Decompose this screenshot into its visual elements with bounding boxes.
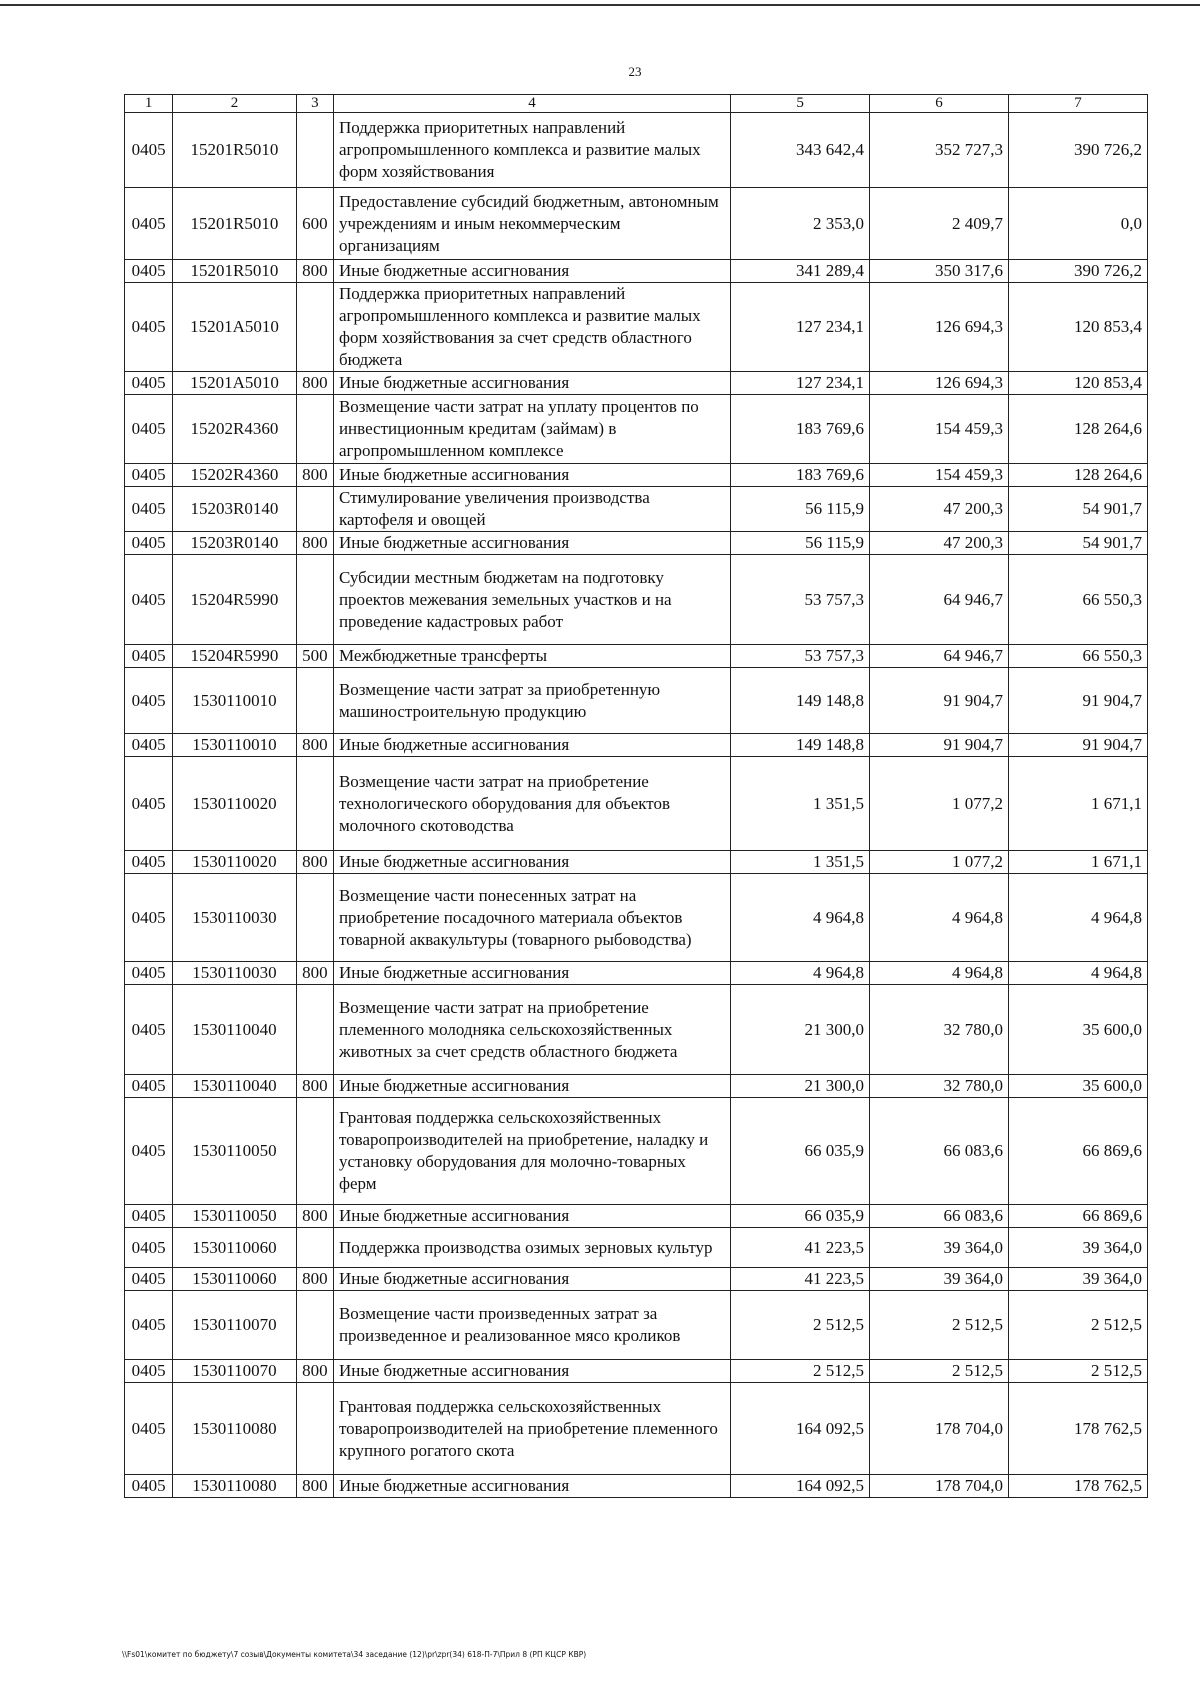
amount-year3-cell: 66 550,3 xyxy=(1008,555,1147,645)
item-name-cell: Иные бюджетные ассигнования xyxy=(333,734,730,757)
section-code-cell: 0405 xyxy=(125,1228,173,1268)
item-name-cell: Иные бюджетные ассигнования xyxy=(333,464,730,487)
column-header: 3 xyxy=(296,95,333,113)
amount-year1-cell: 183 769,6 xyxy=(731,464,870,487)
target-article-cell: 1530110020 xyxy=(173,851,297,874)
expense-type-cell: 800 xyxy=(296,962,333,985)
table-row xyxy=(125,113,1148,188)
section-code-cell: 0405 xyxy=(125,757,173,851)
target-article-cell: 1530110070 xyxy=(173,1291,297,1360)
table-row xyxy=(125,1098,1148,1205)
amount-year3-cell: 91 904,7 xyxy=(1008,734,1147,757)
table-row xyxy=(125,1360,1148,1383)
table-row xyxy=(125,1075,1148,1098)
column-number-row xyxy=(125,95,1148,113)
target-article-cell: 1530110010 xyxy=(173,734,297,757)
target-article-cell: 15201R5010 xyxy=(173,188,297,260)
amount-year3-cell: 128 264,6 xyxy=(1008,395,1147,464)
table-row xyxy=(125,1228,1148,1268)
amount-year2-cell: 350 317,6 xyxy=(870,260,1009,283)
item-name-cell: Субсидии местным бюджетам на подготовку проектов межевания земельных участков и на проведение кадастровых работ xyxy=(333,555,730,645)
amount-year3-cell: 66 869,6 xyxy=(1008,1205,1147,1228)
item-name-cell: Иные бюджетные ассигнования xyxy=(333,1360,730,1383)
table-row xyxy=(125,487,1148,532)
item-name-cell: Стимулирование увеличения производства картофеля и овощей xyxy=(333,487,730,532)
amount-year2-cell: 91 904,7 xyxy=(870,668,1009,734)
section-code-cell: 0405 xyxy=(125,113,173,188)
amount-year1-cell: 4 964,8 xyxy=(731,874,870,962)
table-row xyxy=(125,874,1148,962)
item-name-cell: Иные бюджетные ассигнования xyxy=(333,1475,730,1498)
amount-year3-cell: 35 600,0 xyxy=(1008,985,1147,1075)
target-article-cell: 15201A5010 xyxy=(173,283,297,372)
amount-year2-cell: 178 704,0 xyxy=(870,1383,1009,1475)
target-article-cell: 15201R5010 xyxy=(173,113,297,188)
amount-year2-cell: 4 964,8 xyxy=(870,962,1009,985)
table-row xyxy=(125,734,1148,757)
section-code-cell: 0405 xyxy=(125,874,173,962)
item-name-cell: Поддержка приоритетных направлений агропромышленного комплекса и развитие малых форм хозяйствования за счет средств областного бюджета xyxy=(333,283,730,372)
amount-year3-cell: 39 364,0 xyxy=(1008,1228,1147,1268)
amount-year1-cell: 164 092,5 xyxy=(731,1383,870,1475)
amount-year3-cell: 4 964,8 xyxy=(1008,962,1147,985)
section-code-cell: 0405 xyxy=(125,962,173,985)
expense-type-cell xyxy=(296,985,333,1075)
expense-type-cell: 800 xyxy=(296,1268,333,1291)
section-code-cell: 0405 xyxy=(125,1475,173,1498)
table-row xyxy=(125,532,1148,555)
item-name-cell: Возмещение части затрат на приобретение племенного молодняка сельскохозяйственных животных за счет средств областного бюджета xyxy=(333,985,730,1075)
amount-year3-cell: 120 853,4 xyxy=(1008,372,1147,395)
item-name-cell: Межбюджетные трансферты xyxy=(333,645,730,668)
amount-year1-cell: 341 289,4 xyxy=(731,260,870,283)
page-number: 23 xyxy=(628,64,642,79)
amount-year2-cell: 32 780,0 xyxy=(870,1075,1009,1098)
amount-year1-cell: 127 234,1 xyxy=(731,283,870,372)
amount-year1-cell: 1 351,5 xyxy=(731,851,870,874)
amount-year1-cell: 343 642,4 xyxy=(731,113,870,188)
column-header: 4 xyxy=(333,95,730,113)
table-row xyxy=(125,372,1148,395)
target-article-cell: 1530110080 xyxy=(173,1383,297,1475)
amount-year2-cell: 2 512,5 xyxy=(870,1360,1009,1383)
expense-type-cell xyxy=(296,1228,333,1268)
column-header: 5 xyxy=(731,95,870,113)
amount-year2-cell: 64 946,7 xyxy=(870,555,1009,645)
amount-year3-cell: 1 671,1 xyxy=(1008,851,1147,874)
amount-year2-cell: 1 077,2 xyxy=(870,851,1009,874)
item-name-cell: Возмещение части понесенных затрат на приобретение посадочного материала объектов товарной аквакультуры (товарного рыбоводства) xyxy=(333,874,730,962)
table-row xyxy=(125,645,1148,668)
amount-year3-cell: 120 853,4 xyxy=(1008,283,1147,372)
amount-year2-cell: 178 704,0 xyxy=(870,1475,1009,1498)
column-header: 2 xyxy=(173,95,297,113)
amount-year2-cell: 1 077,2 xyxy=(870,757,1009,851)
amount-year1-cell: 56 115,9 xyxy=(731,487,870,532)
table-row xyxy=(125,1291,1148,1360)
expense-type-cell: 800 xyxy=(296,734,333,757)
table-row xyxy=(125,283,1148,372)
section-code-cell: 0405 xyxy=(125,734,173,757)
section-code-cell: 0405 xyxy=(125,1360,173,1383)
section-code-cell: 0405 xyxy=(125,851,173,874)
amount-year2-cell: 4 964,8 xyxy=(870,874,1009,962)
amount-year1-cell: 41 223,5 xyxy=(731,1228,870,1268)
amount-year3-cell: 128 264,6 xyxy=(1008,464,1147,487)
target-article-cell: 15201R5010 xyxy=(173,260,297,283)
section-code-cell: 0405 xyxy=(125,1205,173,1228)
expense-type-cell xyxy=(296,487,333,532)
target-article-cell: 1530110030 xyxy=(173,874,297,962)
amount-year1-cell: 2 512,5 xyxy=(731,1360,870,1383)
item-name-cell: Иные бюджетные ассигнования xyxy=(333,1205,730,1228)
target-article-cell: 1530110040 xyxy=(173,985,297,1075)
footer-file-path: \\Fs01\комитет по бюджету\7 созыв\Документы комитета\34 заседание (12)\pr\zpr(34) 618-П-7\Прил 8 (РП КЦСР КВР) xyxy=(122,1650,587,1659)
item-name-cell: Возмещение части затрат на приобретение технологического оборудования для объектов молочного скотоводства xyxy=(333,757,730,851)
item-name-cell: Возмещение части затрат за приобретенную машиностроительную продукцию xyxy=(333,668,730,734)
item-name-cell: Возмещение части произведенных затрат за произведенное и реализованное мясо кроликов xyxy=(333,1291,730,1360)
section-code-cell: 0405 xyxy=(125,1098,173,1205)
expense-type-cell xyxy=(296,395,333,464)
section-code-cell: 0405 xyxy=(125,487,173,532)
target-article-cell: 15202R4360 xyxy=(173,464,297,487)
target-article-cell: 1530110050 xyxy=(173,1205,297,1228)
section-code-cell: 0405 xyxy=(125,283,173,372)
item-name-cell: Иные бюджетные ассигнования xyxy=(333,1268,730,1291)
item-name-cell: Иные бюджетные ассигнования xyxy=(333,851,730,874)
column-header: 1 xyxy=(125,95,173,113)
amount-year1-cell: 56 115,9 xyxy=(731,532,870,555)
budget-table xyxy=(124,94,1148,1498)
section-code-cell: 0405 xyxy=(125,260,173,283)
expense-type-cell xyxy=(296,757,333,851)
target-article-cell: 1530110040 xyxy=(173,1075,297,1098)
column-header: 7 xyxy=(1008,95,1147,113)
table-row xyxy=(125,464,1148,487)
section-code-cell: 0405 xyxy=(125,1383,173,1475)
target-article-cell: 15201A5010 xyxy=(173,372,297,395)
amount-year2-cell: 91 904,7 xyxy=(870,734,1009,757)
amount-year1-cell: 127 234,1 xyxy=(731,372,870,395)
amount-year2-cell: 126 694,3 xyxy=(870,283,1009,372)
expense-type-cell: 500 xyxy=(296,645,333,668)
item-name-cell: Иные бюджетные ассигнования xyxy=(333,372,730,395)
table-row xyxy=(125,1205,1148,1228)
amount-year3-cell: 66 550,3 xyxy=(1008,645,1147,668)
amount-year3-cell: 66 869,6 xyxy=(1008,1098,1147,1205)
table-row xyxy=(125,668,1148,734)
amount-year1-cell: 2 353,0 xyxy=(731,188,870,260)
expense-type-cell: 800 xyxy=(296,260,333,283)
amount-year3-cell: 178 762,5 xyxy=(1008,1475,1147,1498)
amount-year3-cell: 35 600,0 xyxy=(1008,1075,1147,1098)
amount-year2-cell: 2 409,7 xyxy=(870,188,1009,260)
amount-year3-cell: 54 901,7 xyxy=(1008,487,1147,532)
top-rule xyxy=(0,4,1200,6)
amount-year2-cell: 154 459,3 xyxy=(870,464,1009,487)
section-code-cell: 0405 xyxy=(125,985,173,1075)
target-article-cell: 1530110020 xyxy=(173,757,297,851)
item-name-cell: Поддержка производства озимых зерновых культур xyxy=(333,1228,730,1268)
amount-year2-cell: 64 946,7 xyxy=(870,645,1009,668)
table-row xyxy=(125,395,1148,464)
expense-type-cell xyxy=(296,1383,333,1475)
item-name-cell: Иные бюджетные ассигнования xyxy=(333,260,730,283)
table-row xyxy=(125,1383,1148,1475)
target-article-cell: 1530110030 xyxy=(173,962,297,985)
expense-type-cell: 800 xyxy=(296,464,333,487)
table-row xyxy=(125,1475,1148,1498)
amount-year1-cell: 149 148,8 xyxy=(731,668,870,734)
section-code-cell: 0405 xyxy=(125,1291,173,1360)
expense-type-cell xyxy=(296,1291,333,1360)
amount-year1-cell: 21 300,0 xyxy=(731,1075,870,1098)
target-article-cell: 15202R4360 xyxy=(173,395,297,464)
section-code-cell: 0405 xyxy=(125,668,173,734)
expense-type-cell xyxy=(296,555,333,645)
target-article-cell: 15203R0140 xyxy=(173,532,297,555)
amount-year2-cell: 47 200,3 xyxy=(870,487,1009,532)
amount-year3-cell: 0,0 xyxy=(1008,188,1147,260)
amount-year3-cell: 39 364,0 xyxy=(1008,1268,1147,1291)
target-article-cell: 1530110080 xyxy=(173,1475,297,1498)
item-name-cell: Предоставление субсидий бюджетным, автономным учреждениям и иным некоммерческим организациям xyxy=(333,188,730,260)
amount-year1-cell: 66 035,9 xyxy=(731,1098,870,1205)
target-article-cell: 15204R5990 xyxy=(173,645,297,668)
section-code-cell: 0405 xyxy=(125,645,173,668)
item-name-cell: Грантовая поддержка сельскохозяйственных товаропроизводителей на приобретение, наладку и установку оборудования для молочно-товарных ферм xyxy=(333,1098,730,1205)
section-code-cell: 0405 xyxy=(125,372,173,395)
expense-type-cell: 800 xyxy=(296,1360,333,1383)
section-code-cell: 0405 xyxy=(125,555,173,645)
target-article-cell: 15203R0140 xyxy=(173,487,297,532)
amount-year2-cell: 66 083,6 xyxy=(870,1205,1009,1228)
expense-type-cell xyxy=(296,668,333,734)
amount-year1-cell: 53 757,3 xyxy=(731,555,870,645)
amount-year1-cell: 66 035,9 xyxy=(731,1205,870,1228)
table-row xyxy=(125,555,1148,645)
target-article-cell: 1530110070 xyxy=(173,1360,297,1383)
amount-year3-cell: 178 762,5 xyxy=(1008,1383,1147,1475)
amount-year3-cell: 2 512,5 xyxy=(1008,1360,1147,1383)
table-row xyxy=(125,260,1148,283)
amount-year1-cell: 4 964,8 xyxy=(731,962,870,985)
amount-year1-cell: 149 148,8 xyxy=(731,734,870,757)
amount-year3-cell: 4 964,8 xyxy=(1008,874,1147,962)
amount-year2-cell: 154 459,3 xyxy=(870,395,1009,464)
section-code-cell: 0405 xyxy=(125,188,173,260)
expense-type-cell: 600 xyxy=(296,188,333,260)
amount-year2-cell: 352 727,3 xyxy=(870,113,1009,188)
expense-type-cell xyxy=(296,874,333,962)
amount-year2-cell: 39 364,0 xyxy=(870,1268,1009,1291)
expense-type-cell: 800 xyxy=(296,532,333,555)
target-article-cell: 1530110060 xyxy=(173,1228,297,1268)
amount-year2-cell: 2 512,5 xyxy=(870,1291,1009,1360)
target-article-cell: 1530110060 xyxy=(173,1268,297,1291)
amount-year3-cell: 91 904,7 xyxy=(1008,668,1147,734)
amount-year3-cell: 390 726,2 xyxy=(1008,260,1147,283)
expense-type-cell: 800 xyxy=(296,1475,333,1498)
expense-type-cell xyxy=(296,113,333,188)
amount-year1-cell: 21 300,0 xyxy=(731,985,870,1075)
amount-year2-cell: 126 694,3 xyxy=(870,372,1009,395)
amount-year1-cell: 41 223,5 xyxy=(731,1268,870,1291)
table-row xyxy=(125,851,1148,874)
target-article-cell: 1530110010 xyxy=(173,668,297,734)
expense-type-cell: 800 xyxy=(296,1205,333,1228)
target-article-cell: 1530110050 xyxy=(173,1098,297,1205)
expense-type-cell xyxy=(296,283,333,372)
amount-year3-cell: 1 671,1 xyxy=(1008,757,1147,851)
table-row xyxy=(125,962,1148,985)
item-name-cell: Иные бюджетные ассигнования xyxy=(333,532,730,555)
amount-year2-cell: 66 083,6 xyxy=(870,1098,1009,1205)
item-name-cell: Поддержка приоритетных направлений агропромышленного комплекса и развитие малых форм хозяйствования xyxy=(333,113,730,188)
section-code-cell: 0405 xyxy=(125,532,173,555)
item-name-cell: Иные бюджетные ассигнования xyxy=(333,1075,730,1098)
amount-year1-cell: 183 769,6 xyxy=(731,395,870,464)
amount-year1-cell: 164 092,5 xyxy=(731,1475,870,1498)
amount-year2-cell: 39 364,0 xyxy=(870,1228,1009,1268)
target-article-cell: 15204R5990 xyxy=(173,555,297,645)
amount-year2-cell: 47 200,3 xyxy=(870,532,1009,555)
amount-year2-cell: 32 780,0 xyxy=(870,985,1009,1075)
amount-year3-cell: 54 901,7 xyxy=(1008,532,1147,555)
amount-year3-cell: 2 512,5 xyxy=(1008,1291,1147,1360)
column-header: 6 xyxy=(870,95,1009,113)
amount-year3-cell: 390 726,2 xyxy=(1008,113,1147,188)
table-row xyxy=(125,1268,1148,1291)
table-row xyxy=(125,188,1148,260)
item-name-cell: Грантовая поддержка сельскохозяйственных товаропроизводителей на приобретение племенного крупного рогатого скота xyxy=(333,1383,730,1475)
section-code-cell: 0405 xyxy=(125,464,173,487)
item-name-cell: Возмещение части затрат на уплату процентов по инвестиционным кредитам (займам) в агропромышленном комплексе xyxy=(333,395,730,464)
expense-type-cell: 800 xyxy=(296,1075,333,1098)
amount-year1-cell: 1 351,5 xyxy=(731,757,870,851)
table-row xyxy=(125,985,1148,1075)
table-row xyxy=(125,757,1148,851)
section-code-cell: 0405 xyxy=(125,1268,173,1291)
item-name-cell: Иные бюджетные ассигнования xyxy=(333,962,730,985)
section-code-cell: 0405 xyxy=(125,1075,173,1098)
amount-year1-cell: 53 757,3 xyxy=(731,645,870,668)
expense-type-cell xyxy=(296,1098,333,1205)
section-code-cell: 0405 xyxy=(125,395,173,464)
expense-type-cell: 800 xyxy=(296,851,333,874)
amount-year1-cell: 2 512,5 xyxy=(731,1291,870,1360)
expense-type-cell: 800 xyxy=(296,372,333,395)
